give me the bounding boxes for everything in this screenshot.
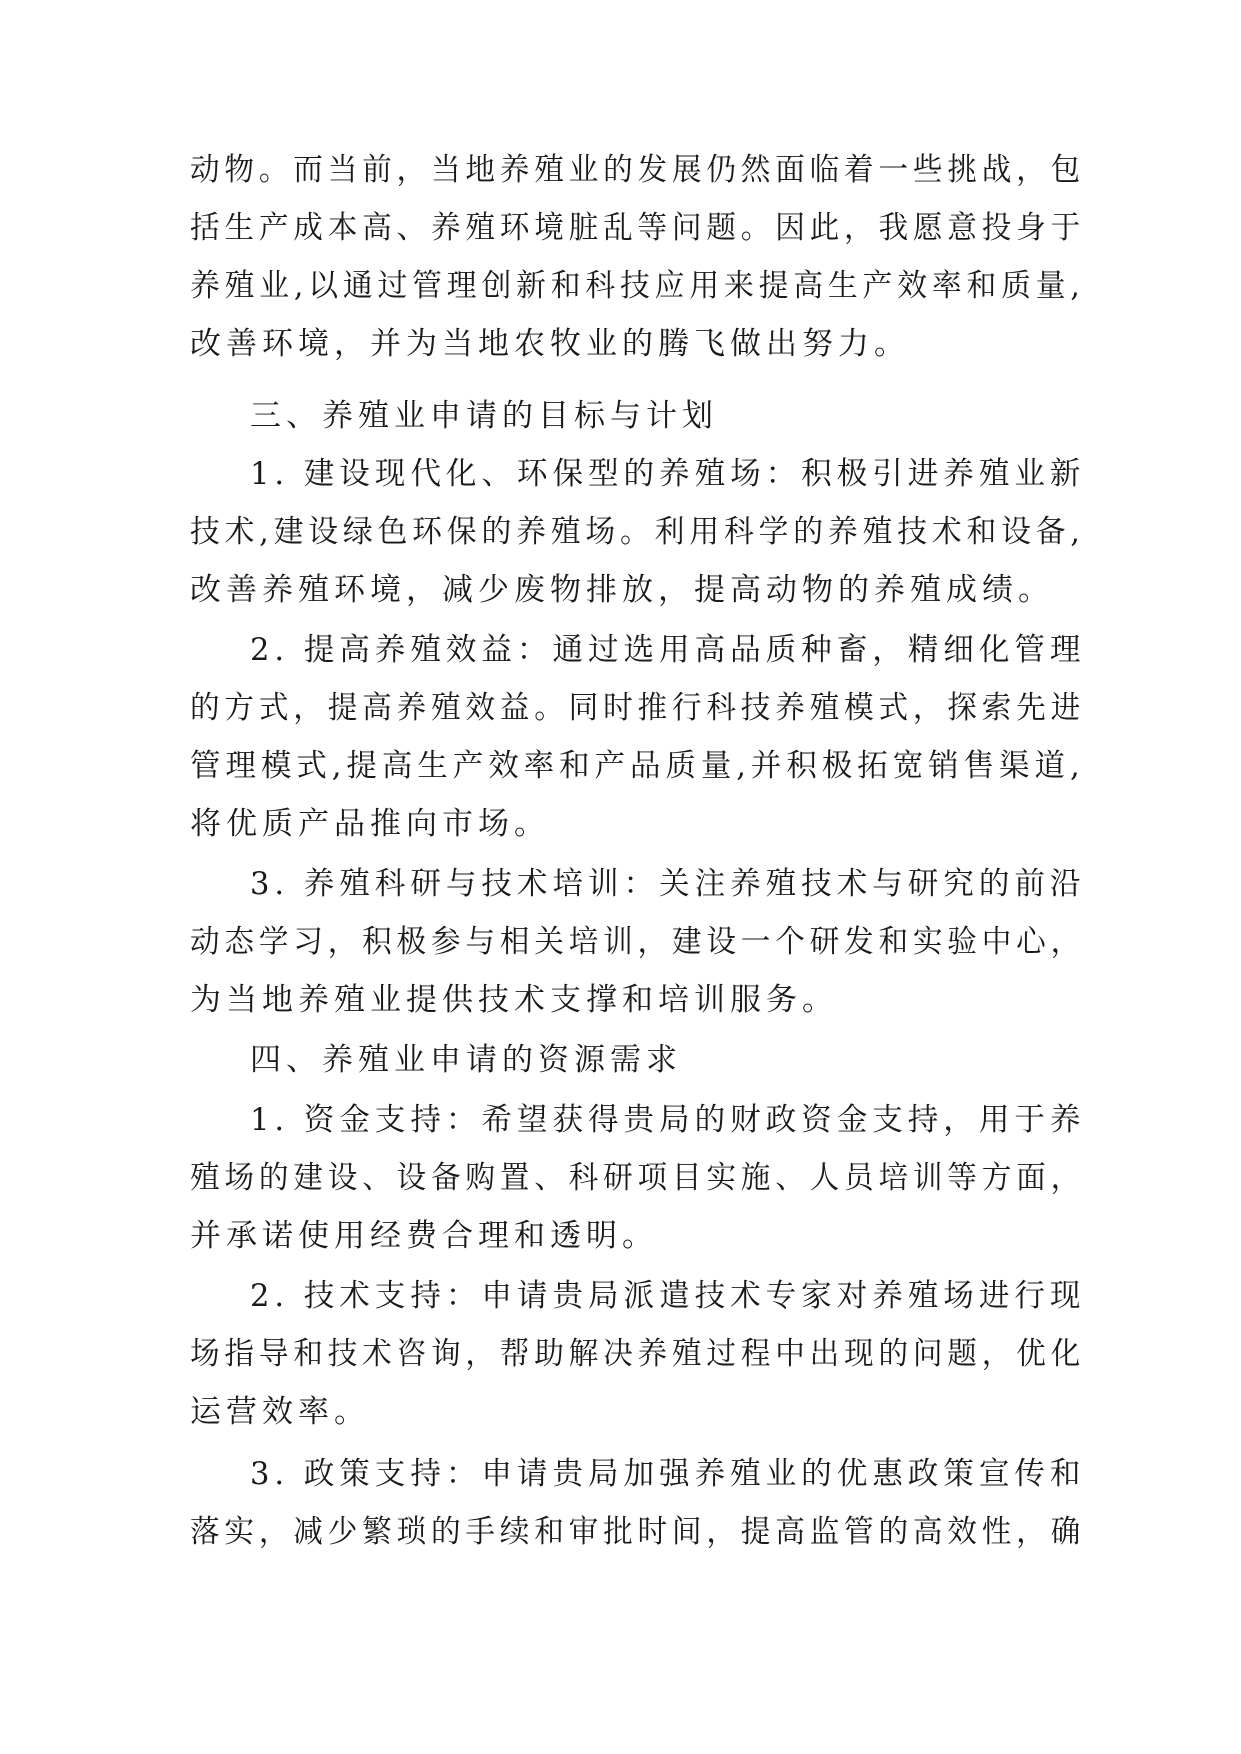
text-line: 技术,建设绿色环保的养殖场。利用科学的养殖技术和设备, <box>190 514 1085 550</box>
text-line: 养殖业,以通过管理创新和科技应用来提高生产效率和质量, <box>190 268 1085 304</box>
text-line: 改善养殖环境，减少废物排放，提高动物的养殖成绩。 <box>190 572 1054 608</box>
text-line: 管理模式,提高生产效率和产品质量,并积极拓宽销售渠道, <box>190 748 1085 784</box>
text-line: 动态学习，积极参与相关培训，建设一个研发和实验中心， <box>190 924 1085 960</box>
text-line: 1. 建设现代化、环保型的养殖场：积极引进养殖业新 <box>250 456 1086 492</box>
section-heading: 四、养殖业申请的资源需求 <box>250 1042 682 1078</box>
text-line: 改善环境，并为当地农牧业的腾飞做出努力。 <box>190 326 910 362</box>
text-line: 括生产成本高、养殖环境脏乱等问题。因此，我愿意投身于 <box>190 210 1085 246</box>
text-line: 3. 养殖科研与技术培训：关注养殖技术与研究的前沿 <box>250 866 1086 902</box>
section-heading: 三、养殖业申请的目标与计划 <box>250 398 718 434</box>
text-line: 为当地养殖业提供技术支撑和培训服务。 <box>190 982 838 1018</box>
text-line: 落实，减少繁琐的手续和审批时间，提高监管的高效性，确 <box>190 1514 1085 1550</box>
text-line: 将优质产品推向市场。 <box>190 806 550 842</box>
text-line: 运营效率。 <box>190 1394 370 1430</box>
text-line: 殖场的建设、设备购置、科研项目实施、人员培训等方面， <box>190 1160 1085 1196</box>
text-line: 场指导和技术咨询，帮助解决养殖过程中出现的问题，优化 <box>190 1336 1085 1372</box>
text-line: 2. 技术支持：申请贵局派遣技术专家对养殖场进行现 <box>250 1278 1086 1314</box>
text-line: 1. 资金支持：希望获得贵局的财政资金支持，用于养 <box>250 1102 1086 1138</box>
text-line: 并承诺使用经费合理和透明。 <box>190 1218 658 1254</box>
text-line: 的方式，提高养殖效益。同时推行科技养殖模式，探索先进 <box>190 690 1085 726</box>
text-line: 2. 提高养殖效益：通过选用高品质种畜，精细化管理 <box>250 632 1086 668</box>
text-line: 动物。而当前，当地养殖业的发展仍然面临着一些挑战，包 <box>190 152 1085 188</box>
text-line: 3. 政策支持：申请贵局加强养殖业的优惠政策宣传和 <box>250 1456 1086 1492</box>
